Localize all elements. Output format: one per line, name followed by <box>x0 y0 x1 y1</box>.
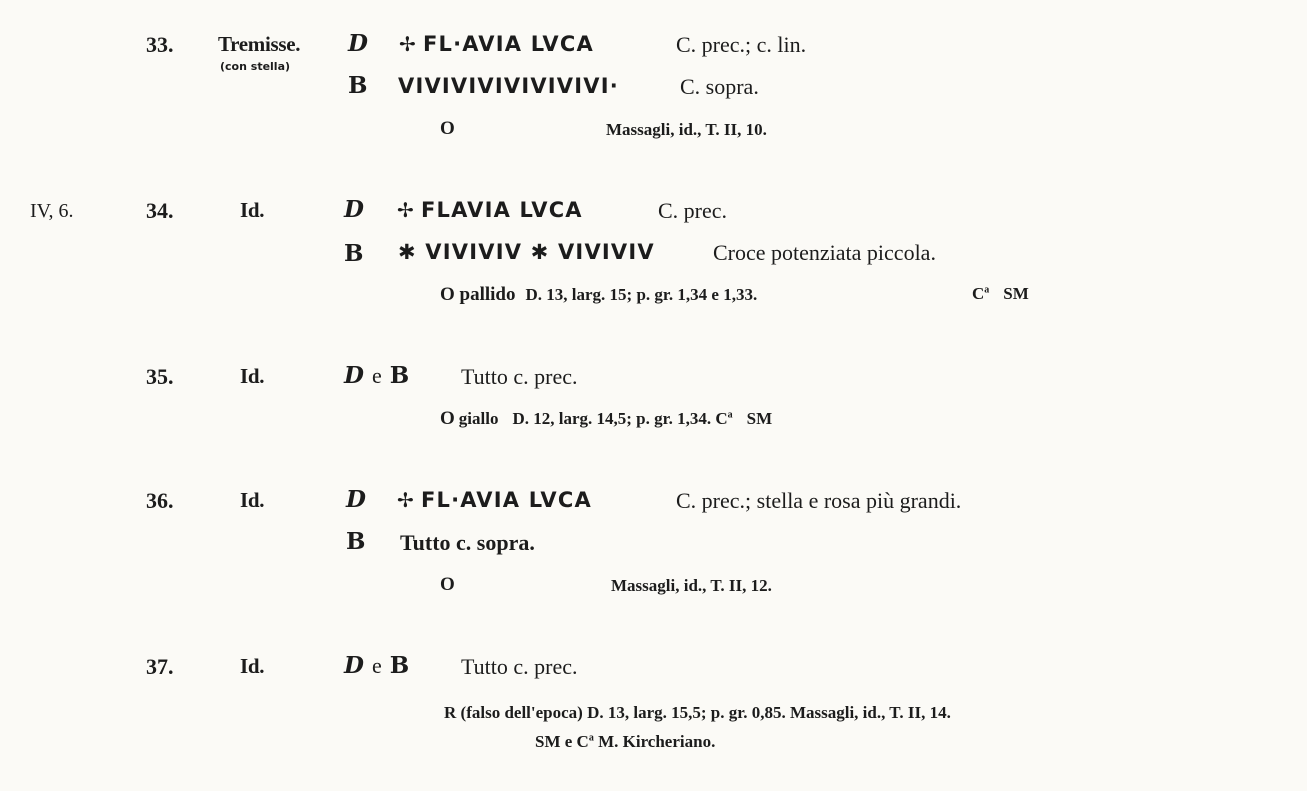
cross-icon: ✢ <box>397 488 415 512</box>
obverse-reverse: D e B <box>344 362 410 389</box>
reverse-legend: VIVIVIVIVIVIVIVI· <box>398 74 619 98</box>
denomination-note: (con stella) <box>220 60 291 73</box>
reverse-description: C. sopra. <box>680 74 759 99</box>
reverse-description: Tutto c. sopra. <box>400 530 535 555</box>
collection: SM e $C^a$ M. Kircheriano. <box>535 732 716 751</box>
entry-number: 37. <box>146 654 174 679</box>
obverse-symbol: D <box>348 30 368 57</box>
obverse-description: C. prec.; c. lin. <box>676 32 807 57</box>
metal: O <box>440 574 455 595</box>
denomination: Tremisse. <box>218 32 301 56</box>
reference: Massagli, id., T. II, 10. <box>606 120 767 139</box>
side-reference: IV, 6. <box>30 200 74 222</box>
reverse-symbol: B <box>344 240 364 267</box>
obverse-legend: ✢ FL·AVIA LVCA <box>399 32 594 56</box>
denomination: Id. <box>240 488 265 512</box>
cross-icon: ✢ <box>399 32 417 56</box>
obverse-description: C. prec. <box>658 198 728 223</box>
specimen-details: O giallo D. 12, larg. 14,5; p. gr. 1,34. $C^a$ SM <box>440 408 773 429</box>
entry-number: 33. <box>146 32 174 57</box>
denomination: Id. <box>240 198 265 222</box>
specimen-details: R (falso dell'epoca) D. 13, larg. 15,5; p. gr. 0,85. Massagli, id., T. II, 14. <box>444 703 951 722</box>
obverse-symbol: D <box>344 196 364 223</box>
description: Tutto c. prec. <box>461 364 578 389</box>
metal: O <box>440 118 455 139</box>
obverse-legend: ✢ FLAVIA LVCA <box>397 198 583 222</box>
reverse-description: Croce potenziata piccola. <box>713 240 936 265</box>
collection: $C^a$ SM <box>972 284 1029 303</box>
entry-number: 35. <box>146 364 174 389</box>
description: Tutto c. prec. <box>461 654 578 679</box>
specimen-details: O pallido D. 13, larg. 15; p. gr. 1,34 e 1,33. <box>440 284 758 305</box>
cross-icon: ✢ <box>397 198 415 222</box>
reverse-legend: ✱ VIVIVIV ✱ VIVIVIV <box>398 240 655 264</box>
denomination: Id. <box>240 654 265 678</box>
entry-number: 36. <box>146 488 174 513</box>
reverse-symbol: B <box>348 72 368 99</box>
obverse-reverse: D e B <box>344 652 410 679</box>
reverse-symbol: B <box>346 528 366 555</box>
reference: Massagli, id., T. II, 12. <box>611 576 772 595</box>
obverse-legend: ✢ FL·AVIA LVCA <box>397 488 592 512</box>
denomination: Id. <box>240 364 265 388</box>
entry-number: 34. <box>146 198 174 223</box>
obverse-symbol: D <box>346 486 366 513</box>
obverse-description: C. prec.; stella e rosa più grandi. <box>676 488 962 513</box>
